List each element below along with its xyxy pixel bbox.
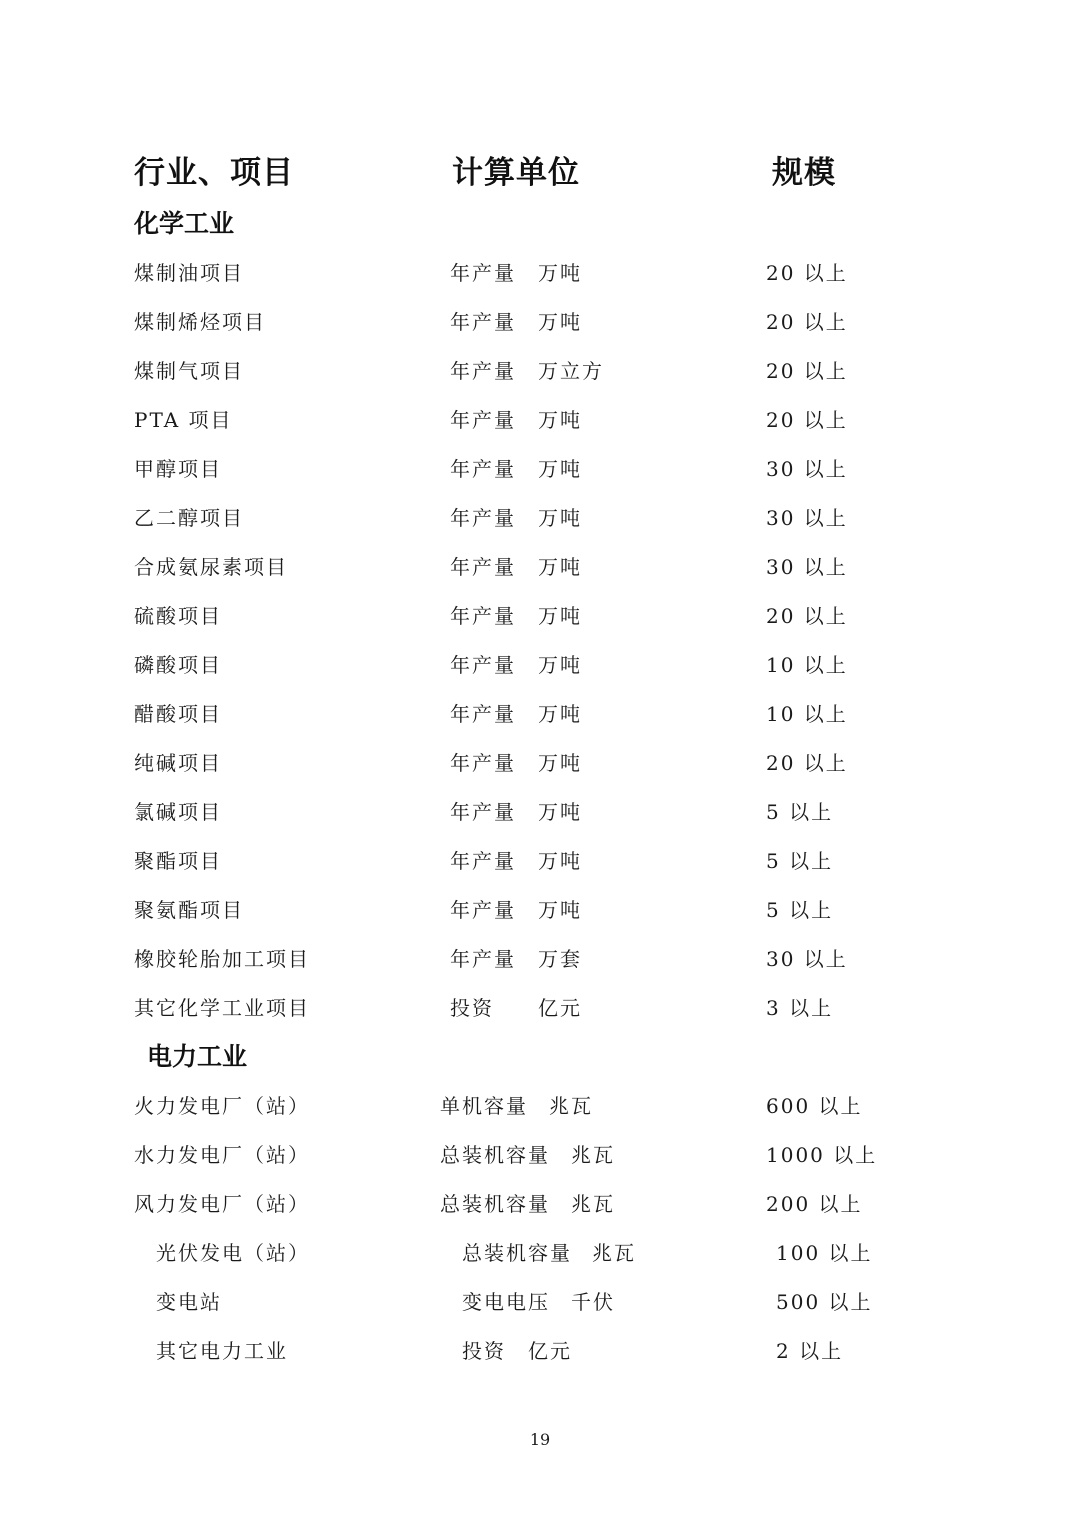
row-scale: 20 以上 — [766, 604, 848, 628]
row-unit: 万吨 — [538, 261, 582, 285]
header-unit: 计算单位 — [452, 155, 580, 191]
row-unit: 万立方 — [538, 359, 604, 383]
row-item-name: 煤制气项目 — [134, 359, 244, 383]
row-metric: 年产量 — [450, 408, 516, 432]
row-scale: 5 以上 — [766, 800, 834, 824]
section-title-power: 电力工业 — [147, 1042, 248, 1071]
table-row — [0, 939, 1080, 979]
row-unit: 万套 — [538, 947, 582, 971]
row-metric: 年产量 — [450, 800, 516, 824]
row-scale: 30 以上 — [766, 457, 848, 481]
row-unit: 万吨 — [538, 604, 582, 628]
row-scale: 5 以上 — [766, 898, 834, 922]
row-unit: 万吨 — [538, 800, 582, 824]
row-metric: 年产量 — [450, 555, 516, 579]
row-unit: 万吨 — [538, 849, 582, 873]
row-scale: 30 以上 — [766, 506, 848, 530]
row-unit: 兆瓦 — [592, 1241, 636, 1265]
row-scale: 2 以上 — [776, 1339, 844, 1363]
row-metric: 年产量 — [450, 604, 516, 628]
row-item-name: 醋酸项目 — [134, 702, 222, 726]
row-metric: 总装机容量 — [440, 1192, 550, 1216]
table-row — [0, 988, 1080, 1028]
row-item-name: 变电站 — [156, 1290, 222, 1314]
table-row — [0, 351, 1080, 391]
row-scale: 20 以上 — [766, 359, 848, 383]
table-row — [0, 1233, 1080, 1273]
row-item-name: 磷酸项目 — [134, 653, 222, 677]
table-row — [0, 1135, 1080, 1175]
row-scale: 200 以上 — [766, 1192, 863, 1216]
row-scale: 500 以上 — [776, 1290, 873, 1314]
row-item-name: 其它化学工业项目 — [134, 996, 310, 1020]
row-scale: 10 以上 — [766, 702, 848, 726]
row-unit: 万吨 — [538, 457, 582, 481]
row-metric: 年产量 — [450, 898, 516, 922]
row-scale: 20 以上 — [766, 751, 848, 775]
table-row — [0, 253, 1080, 293]
row-unit: 兆瓦 — [549, 1094, 593, 1118]
row-item-name: 合成氨尿素项目 — [134, 555, 288, 579]
row-unit: 千伏 — [571, 1290, 615, 1314]
table-row — [0, 694, 1080, 734]
table-row — [0, 841, 1080, 881]
table-row — [0, 645, 1080, 685]
row-item-name: 氯碱项目 — [134, 800, 222, 824]
row-metric: 年产量 — [450, 359, 516, 383]
header-scale: 规模 — [772, 155, 836, 191]
row-item-name: 火力发电厂（站） — [134, 1094, 310, 1118]
row-item-name: 橡胶轮胎加工项目 — [134, 947, 310, 971]
table-row — [0, 498, 1080, 538]
table-row — [0, 792, 1080, 832]
row-scale: 600 以上 — [766, 1094, 863, 1118]
table-row — [0, 1184, 1080, 1224]
row-item-name: 纯碱项目 — [134, 751, 222, 775]
row-scale: 5 以上 — [766, 849, 834, 873]
row-metric: 总装机容量 — [440, 1143, 550, 1167]
table-row — [0, 400, 1080, 440]
page-number: 19 — [529, 1430, 551, 1449]
row-unit: 万吨 — [538, 653, 582, 677]
row-scale: 20 以上 — [766, 261, 848, 285]
row-item-name: 聚酯项目 — [134, 849, 222, 873]
section-title-chemical: 化学工业 — [134, 209, 235, 238]
row-unit: 万吨 — [538, 898, 582, 922]
row-item-name: 甲醇项目 — [134, 457, 222, 481]
row-unit: 万吨 — [538, 751, 582, 775]
row-unit: 万吨 — [538, 555, 582, 579]
row-metric: 年产量 — [450, 310, 516, 334]
row-scale: 10 以上 — [766, 653, 848, 677]
row-metric: 年产量 — [450, 849, 516, 873]
row-unit: 万吨 — [538, 506, 582, 530]
row-metric: 年产量 — [450, 751, 516, 775]
table-row — [0, 1086, 1080, 1126]
row-unit: 兆瓦 — [571, 1192, 615, 1216]
table-row — [0, 890, 1080, 930]
row-metric: 总装机容量 — [462, 1241, 572, 1265]
row-item-name: 风力发电厂（站） — [134, 1192, 310, 1216]
row-metric: 年产量 — [450, 506, 516, 530]
row-item-name: 煤制油项目 — [134, 261, 244, 285]
row-unit: 兆瓦 — [571, 1143, 615, 1167]
row-metric: 年产量 — [450, 702, 516, 726]
table-row — [0, 596, 1080, 636]
row-scale: 20 以上 — [766, 408, 848, 432]
table-row — [0, 302, 1080, 342]
row-scale: 100 以上 — [776, 1241, 873, 1265]
row-unit: 亿元 — [528, 1339, 572, 1363]
row-scale: 3 以上 — [766, 996, 834, 1020]
row-scale: 1000 以上 — [766, 1143, 878, 1167]
table-row — [0, 449, 1080, 489]
row-metric: 投资 — [450, 996, 494, 1020]
table-row — [0, 1282, 1080, 1322]
row-metric: 年产量 — [450, 947, 516, 971]
row-scale: 30 以上 — [766, 555, 848, 579]
row-item-name: 聚氨酯项目 — [134, 898, 244, 922]
table-header — [0, 150, 1080, 200]
row-unit: 万吨 — [538, 702, 582, 726]
row-item-name: 其它电力工业 — [156, 1339, 288, 1363]
row-metric: 变电电压 — [462, 1290, 550, 1314]
row-item-name: 水力发电厂（站） — [134, 1143, 310, 1167]
row-scale: 20 以上 — [766, 310, 848, 334]
row-item-name: PTA 项目 — [134, 408, 233, 432]
row-metric: 年产量 — [450, 653, 516, 677]
row-unit: 万吨 — [538, 408, 582, 432]
table-row — [0, 1331, 1080, 1371]
row-metric: 单机容量 — [440, 1094, 528, 1118]
row-item-name: 乙二醇项目 — [134, 506, 244, 530]
row-unit: 亿元 — [538, 996, 582, 1020]
table-row — [0, 743, 1080, 783]
row-item-name: 硫酸项目 — [134, 604, 222, 628]
row-item-name: 光伏发电（站） — [156, 1241, 310, 1265]
header-item: 行业、项目 — [134, 155, 294, 191]
row-unit: 万吨 — [538, 310, 582, 334]
row-metric: 年产量 — [450, 457, 516, 481]
row-metric: 年产量 — [450, 261, 516, 285]
row-scale: 30 以上 — [766, 947, 848, 971]
table-row — [0, 547, 1080, 587]
row-metric: 投资 — [462, 1339, 506, 1363]
row-item-name: 煤制烯烃项目 — [134, 310, 266, 334]
